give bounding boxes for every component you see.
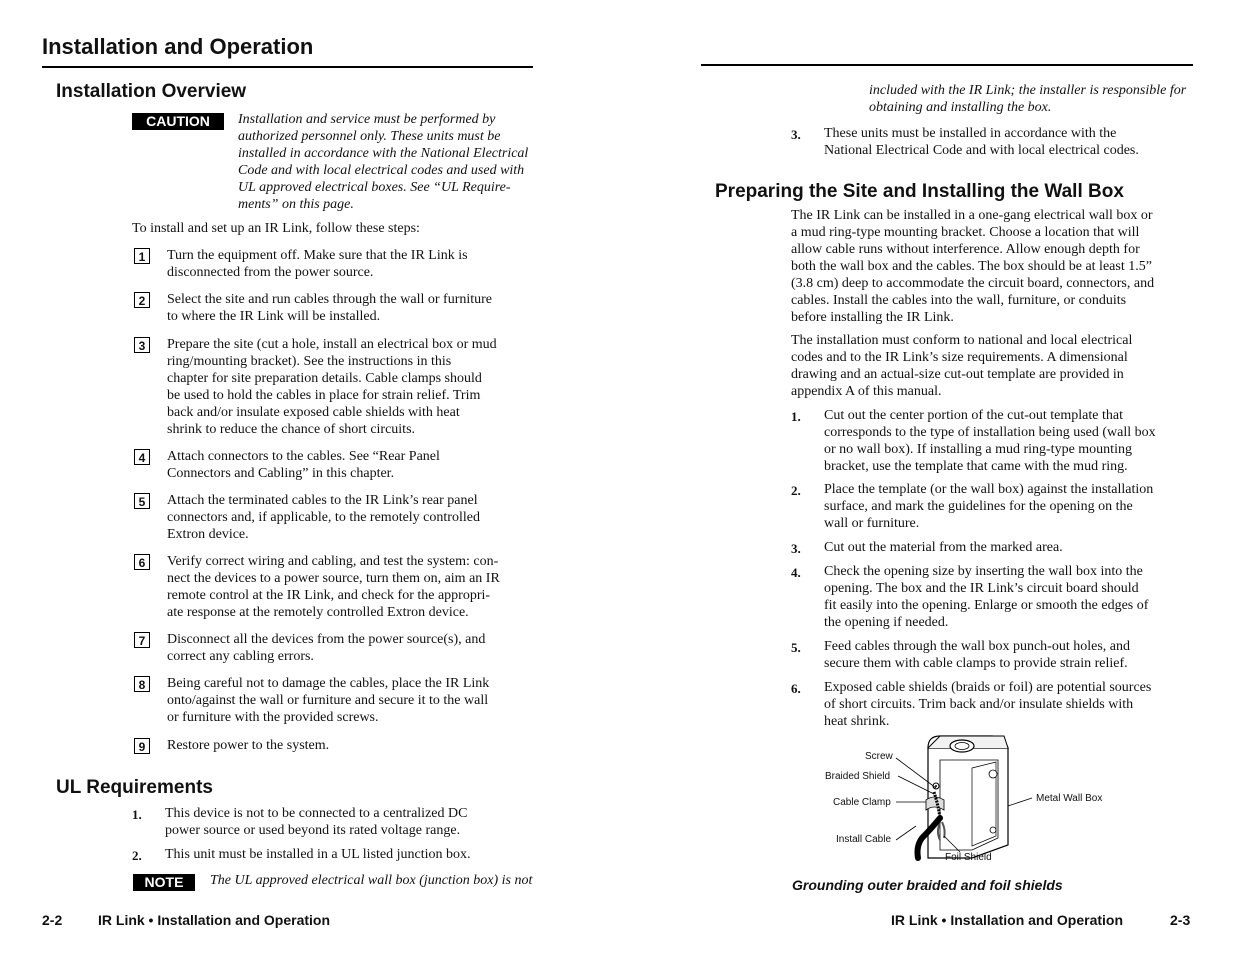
note-continued-text: included with the IR Link; the installer is responsible for obtaining and installing the box. — [869, 83, 1187, 115]
footer-title-right: IR Link • Installation and Operation — [891, 912, 1124, 928]
step-4-text: Attach connectors to the cables. See “Rear Panel Connectors and Cabling” in this chapter. — [167, 449, 440, 481]
site-paragraph-2: The installation must conform to national and local electrical codes and to the IR Link’s size requirements. A dimensional drawing and an actual-size cut-out template are provided in appendix A of this manual. — [791, 333, 1133, 399]
label-cable-clamp: Cable Clamp — [833, 797, 891, 808]
site-step-number-1: 1. — [791, 409, 801, 424]
step-number-9: 9 — [134, 738, 150, 754]
header-rule-right — [701, 64, 1193, 66]
chapter-title: Installation and Operation — [42, 34, 314, 59]
site-step-number-4: 4. — [791, 565, 801, 580]
site-step-2-text: Place the template (or the wall box) against the installation surface, and mark the guidelines for the opening on the wall or furniture. — [824, 482, 1154, 531]
step-1-text: Turn the equipment off. Make sure that the IR Link is disconnected from the power source. — [167, 248, 468, 280]
step-2-text: Select the site and run cables through the wall or furniture to where the IR Link will be installed. — [167, 292, 493, 324]
label-screw: Screw — [865, 751, 893, 762]
site-step-5-text: Feed cables through the wall box punch-out holes, and secure them with cable clamps to provide strain relief. — [824, 639, 1130, 671]
site-step-number-2: 2. — [791, 483, 801, 498]
step-number-6: 6 — [134, 554, 150, 570]
ul-item-2-text: This unit must be installed in a UL listed junction box. — [165, 847, 471, 862]
ul-item-1-text: This device is not to be connected to a centralized DC power source or used beyond its rated voltage range. — [165, 806, 468, 838]
step-8-text: Being careful not to damage the cables, place the IR Link onto/against the wall or furniture and secure it to the wall or furniture with the provided screws. — [167, 676, 490, 725]
ul-item-number-2: 2. — [132, 848, 142, 863]
step-6-text: Verify correct wiring and cabling, and test the system: con- nect the devices to a power source, turn them on, aim an IR remote control at the IR Link, and check for the appropri- ate response at the remotely controlled Extron device. — [167, 554, 500, 620]
ul-item-3-text: These units must be installed in accordance with the National Electrical Code and with local electrical codes. — [824, 126, 1139, 158]
step-number-5: 5 — [134, 493, 150, 509]
site-paragraph-1: The IR Link can be installed in a one-gang electrical wall box or a mud ring-type mounting bracket. Choose a location that will allow cable runs without interference. Allow enough depth for both the wall box and the cables. The box should be at least 1.5” (3.8 cm) deep to accommodate the circuit board, connectors, and cables. Install the cables into the wall, furniture, or conduits before installing the IR Link. — [791, 208, 1155, 325]
site-step-1-text: Cut out the center portion of the cut-out template that corresponds to the type of installation being used (wall box or no wall box). If installing a mud ring-type mounting bracket, use the template that came with the mud ring. — [824, 408, 1156, 474]
ul-item-number-3: 3. — [791, 127, 801, 142]
footer-page-number-left: 2-2 — [42, 912, 63, 928]
step-number-7: 7 — [134, 632, 150, 648]
ul-requirements-heading: UL Requirements — [56, 777, 213, 798]
footer-title-left: IR Link • Installation and Operation — [98, 912, 331, 928]
step-3-text: Prepare the site (cut a hole, install an electrical box or mud ring/mounting bracket). See the instructions in this chapter for site preparation details. Cable clamps should be used to hold the cables in place for strain relief. Trim back and/or insulate exposed cable shields with heat shrink to reduce the chance of short circuits. — [167, 337, 497, 437]
label-install-cable: Install Cable — [836, 834, 892, 845]
installation-overview-heading: Installation Overview — [56, 81, 247, 102]
site-step-number-6: 6. — [791, 681, 801, 696]
label-braided-shield: Braided Shield — [825, 771, 891, 782]
step-number-1: 1 — [134, 248, 150, 264]
caution-text: Installation and service must be performed by authorized personnel only. These units must be installed in accordance with the National Electrical Code and with local electrical codes and used with UL approved electrical boxes. See “UL Require- ments” on this page. — [238, 112, 529, 212]
step-5-text: Attach the terminated cables to the IR Link’s rear panel connectors and, if applicable, to the remotely controlled Extron device. — [167, 493, 480, 542]
note-badge: NOTE — [133, 874, 195, 891]
note-text: The UL approved electrical wall box (junction box) is not — [210, 873, 533, 888]
label-metal-wall-box: Metal Wall Box — [1036, 793, 1103, 804]
site-preparation-heading: Preparing the Site and Installing the Wall Box — [715, 181, 1124, 202]
site-step-number-5: 5. — [791, 640, 801, 655]
step-number-3: 3 — [134, 337, 150, 353]
site-step-number-3: 3. — [791, 541, 801, 556]
footer-page-number-right: 2-3 — [1170, 912, 1191, 928]
header-rule — [42, 66, 533, 68]
step-number-2: 2 — [134, 292, 150, 308]
site-step-4-text: Check the opening size by inserting the wall box into the opening. The box and the IR Link’s circuit board should fit easily into the opening. Enlarge or smooth the edges of the opening if needed. — [824, 564, 1149, 630]
site-step-6-text: Exposed cable shields (braids or foil) are potential sources of short circuits. Trim back and/or insulate shields with heat shrink. — [824, 680, 1152, 729]
step-9-text: Restore power to the system. — [167, 738, 330, 753]
site-step-3-text: Cut out the material from the marked area. — [824, 540, 1063, 555]
step-number-8: 8 — [134, 676, 150, 692]
step-number-4: 4 — [134, 449, 150, 465]
ul-item-number-1: 1. — [132, 807, 142, 822]
figure-caption: Grounding outer braided and foil shields — [792, 877, 1063, 893]
step-7-text: Disconnect all the devices from the power source(s), and correct any cabling errors. — [167, 632, 486, 664]
caution-badge: CAUTION — [132, 113, 224, 130]
steps-intro: To install and set up an IR Link, follow these steps: — [132, 221, 420, 236]
label-foil-shield: Foil Shield — [945, 852, 992, 863]
